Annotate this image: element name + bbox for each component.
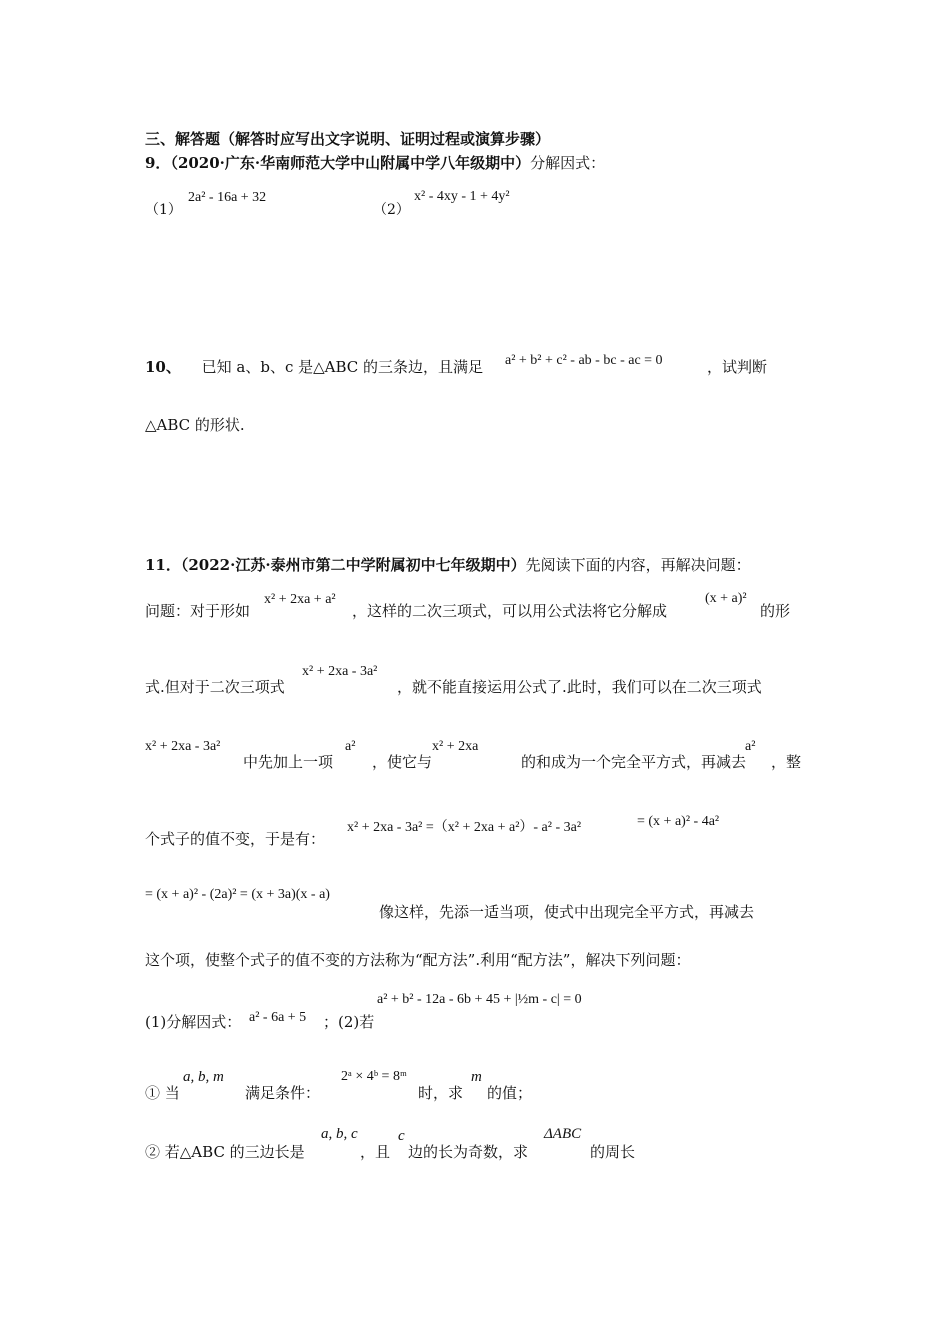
q11-line3-text-b: ，使它与 (372, 753, 433, 771)
q11-line1-expr-1: x² + 2xa + a² (264, 592, 336, 607)
question-10-condition-expression: a² + b² + c² - ab - bc - ac = 0 (505, 353, 663, 368)
question-9-source: （2020·广东·华南师范大学中山附属中学八年级期中） (170, 154, 531, 172)
q11-line9-text-b: ，且 (360, 1143, 391, 1161)
q11-line1-text-a: 问题：对于形如 (145, 602, 251, 620)
q11-line9-text-a: ② 若△ABC 的三边长是 (145, 1143, 305, 1161)
question-11-source: （2022·江苏·泰州市第二中学附属初中七年级期中） (180, 556, 526, 574)
question-9-part-1-expression: 2a² - 16a + 32 (188, 190, 267, 205)
question-9-part-2-label: （2） (373, 202, 410, 218)
question-10-number: 10、 (145, 358, 181, 376)
q11-line8-expr-2: 2ᵃ × 4ᵇ = 8ᵐ (341, 1069, 407, 1084)
q11-line8-text-b: 满足条件： (245, 1084, 321, 1102)
q11-line7-expr-1: a² - 6a + 5 (249, 1010, 307, 1025)
question-10-line-1 (145, 357, 483, 377)
q11-line2-text-a: 式.但对于二次三项式 (145, 678, 285, 696)
q11-line1-expr-2: (x + a)² (705, 591, 747, 606)
question-11-intro: 先阅读下面的内容，再解决问题： (525, 556, 751, 574)
q11-line9-expr-1: a, b, c (321, 1126, 358, 1142)
q11-line6-text-a: 这个项，使整个式子的值不变的方法称为“配方法”.利用“配方法”，解决下列问题： (145, 951, 691, 969)
q11-line3-expr-4: a² (745, 739, 756, 754)
question-9-part-1-label: （1） (145, 202, 182, 218)
q11-line9-text-c: 边的长为奇数，求 (408, 1143, 529, 1161)
q11-line8-expr-3: m (471, 1069, 482, 1085)
q11-line9-expr-3: ΔABC (544, 1126, 582, 1142)
q11-line8-expr-1: a, b, m (183, 1069, 224, 1085)
question-9-number: 9． (145, 154, 171, 172)
question-9-part-2-expression: x² - 4xy - 1 + 4y² (414, 189, 510, 204)
q11-line8-text-a: ① 当 (145, 1084, 180, 1102)
question-9-header (145, 153, 605, 173)
question-11-number: 11． (145, 556, 181, 574)
q11-line3-text-d: ，整 (771, 753, 802, 771)
q11-line4-text-a: 个式子的值不变，于是有： (145, 830, 326, 848)
q11-line2-expr-1: x² + 2xa - 3a² (302, 664, 378, 679)
q11-line1-text-b: ，这样的二次三项式，可以用公式法将它分解成 (352, 602, 668, 620)
question-10-text-a: 已知 a、b、c 是△ABC 的三条边，且满足 (201, 358, 484, 376)
q11-line8-text-c: 时，求 (418, 1084, 464, 1102)
q11-line8-text-d: 的值； (487, 1084, 533, 1102)
q11-line9-expr-2: c (398, 1128, 405, 1144)
question-10-text-b: ，试判断 (707, 358, 768, 376)
q11-line3-expr-3: x² + 2xa (432, 739, 479, 754)
q11-line2-text-b: ，就不能直接运用公式了.此时，我们可以在二次三项式 (397, 678, 762, 696)
q11-line7-expr-2: a² + b² - 12a - 6b + 45 + |½m - c| = 0 (377, 992, 582, 1007)
question-9-prompt: 分解因式： (530, 154, 606, 172)
q11-line5-expr-1: = (x + a)² - (2a)² = (x + 3a)(x - a) (145, 887, 330, 902)
q11-line7-text-a: (1)分解因式： (145, 1013, 242, 1031)
q11-line4-expr-1: x² + 2xa - 3a² =（x² + 2xa + a²）- a² - 3a² (347, 820, 582, 835)
q11-line3-text-a: 中先加上一项 (243, 753, 334, 771)
q11-line1-text-c: 的形 (760, 602, 791, 620)
question-10-text-c: △ABC 的形状. (145, 416, 245, 434)
q11-line3-text-c: 的和成为一个完全平方式，再减去 (521, 753, 747, 771)
question-11-header (145, 555, 751, 575)
q11-line9-text-d: 的周长 (590, 1143, 636, 1161)
q11-line7-text-b: ；(2)若 (323, 1013, 375, 1031)
q11-line3-expr-1: x² + 2xa - 3a² (145, 739, 221, 754)
q11-line5-text-a: 像这样，先添一适当项，使式中出现完全平方式，再减去 (379, 903, 755, 921)
q11-line3-expr-2: a² (345, 739, 356, 754)
q11-line4-expr-2: = (x + a)² - 4a² (637, 814, 720, 829)
section-title: 三、解答题（解答时应写出文字说明、证明过程或演算步骤） (145, 130, 551, 148)
